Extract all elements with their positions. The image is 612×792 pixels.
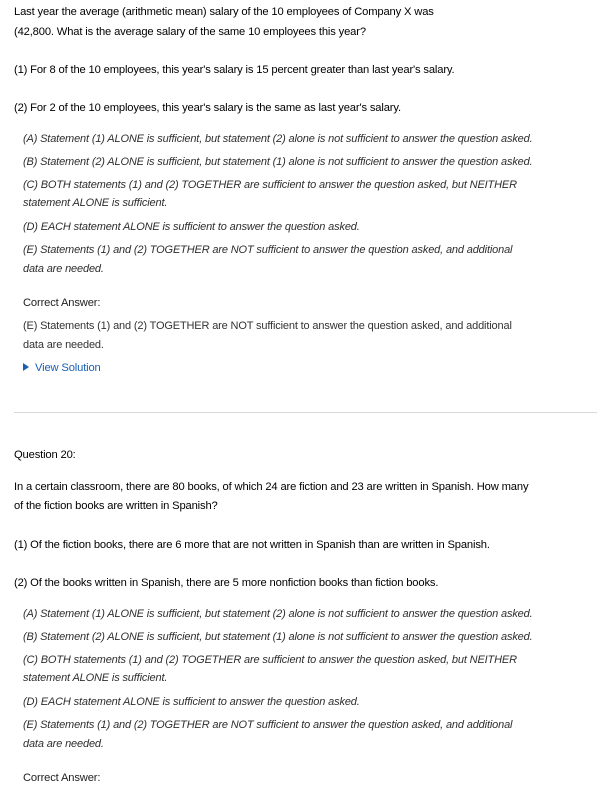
question-stem-line: of the fiction books are written in Spanish? [14, 500, 218, 512]
choice-d[interactable]: (D) EACH statement ALONE is sufficient to answer the question asked. [23, 221, 360, 233]
choice-e[interactable]: (E) Statements (1) and (2) TOGETHER are NOT sufficient to answer the question asked, and additional [23, 244, 513, 256]
choice-c[interactable]: (C) BOTH statements (1) and (2) TOGETHER are sufficient to answer the question asked, but NEITHER [23, 654, 517, 666]
choice-c-continued[interactable]: statement ALONE is sufficient. [23, 197, 168, 209]
choice-d[interactable]: (D) EACH statement ALONE is sufficient to answer the question asked. [23, 696, 360, 708]
choice-e-continued[interactable]: data are needed. [23, 263, 104, 275]
statement-2: (2) Of the books written in Spanish, there are 5 more nonfiction books than fiction books. [14, 577, 439, 589]
question-stem-line: (42,800. What is the average salary of the same 10 employees this year? [14, 26, 366, 38]
view-solution-link[interactable] [23, 362, 101, 374]
view-solution-label: View Solution [35, 362, 101, 374]
choice-a[interactable]: (A) Statement (1) ALONE is sufficient, but statement (2) alone is not sufficient to answer the question asked. [23, 133, 533, 145]
question-number: Question 20: [14, 449, 76, 461]
choice-b[interactable]: (B) Statement (2) ALONE is sufficient, but statement (1) alone is not sufficient to answer the question asked. [23, 156, 533, 168]
statement-1: (1) For 8 of the 10 employees, this year's salary is 15 percent greater than last year's salary. [14, 64, 455, 76]
correct-answer-text-continued: data are needed. [23, 339, 104, 351]
choice-c-continued[interactable]: statement ALONE is sufficient. [23, 672, 168, 684]
choice-a[interactable]: (A) Statement (1) ALONE is sufficient, but statement (2) alone is not sufficient to answer the question asked. [23, 608, 533, 620]
question-stem-line: Last year the average (arithmetic mean) salary of the 10 employees of Company X was [14, 6, 434, 18]
correct-answer-text: (E) Statements (1) and (2) TOGETHER are NOT sufficient to answer the question asked, and additional [23, 320, 512, 332]
correct-answer-label: Correct Answer: [23, 297, 101, 309]
correct-answer-label: Correct Answer: [23, 772, 101, 784]
choice-e-continued[interactable]: data are needed. [23, 738, 104, 750]
choice-b[interactable]: (B) Statement (2) ALONE is sufficient, but statement (1) alone is not sufficient to answer the question asked. [23, 631, 533, 643]
statement-2: (2) For 2 of the 10 employees, this year's salary is the same as last year's salary. [14, 102, 401, 114]
question-stem-line: In a certain classroom, there are 80 books, of which 24 are fiction and 23 are written in Spanish. How many [14, 481, 529, 493]
statement-1: (1) Of the fiction books, there are 6 more that are not written in Spanish than are written in Spanish. [14, 539, 490, 551]
choice-e[interactable]: (E) Statements (1) and (2) TOGETHER are NOT sufficient to answer the question asked, and additional [23, 719, 513, 731]
section-divider [14, 412, 597, 413]
play-triangle-icon [23, 363, 29, 371]
choice-c[interactable]: (C) BOTH statements (1) and (2) TOGETHER are sufficient to answer the question asked, but NEITHER [23, 179, 517, 191]
